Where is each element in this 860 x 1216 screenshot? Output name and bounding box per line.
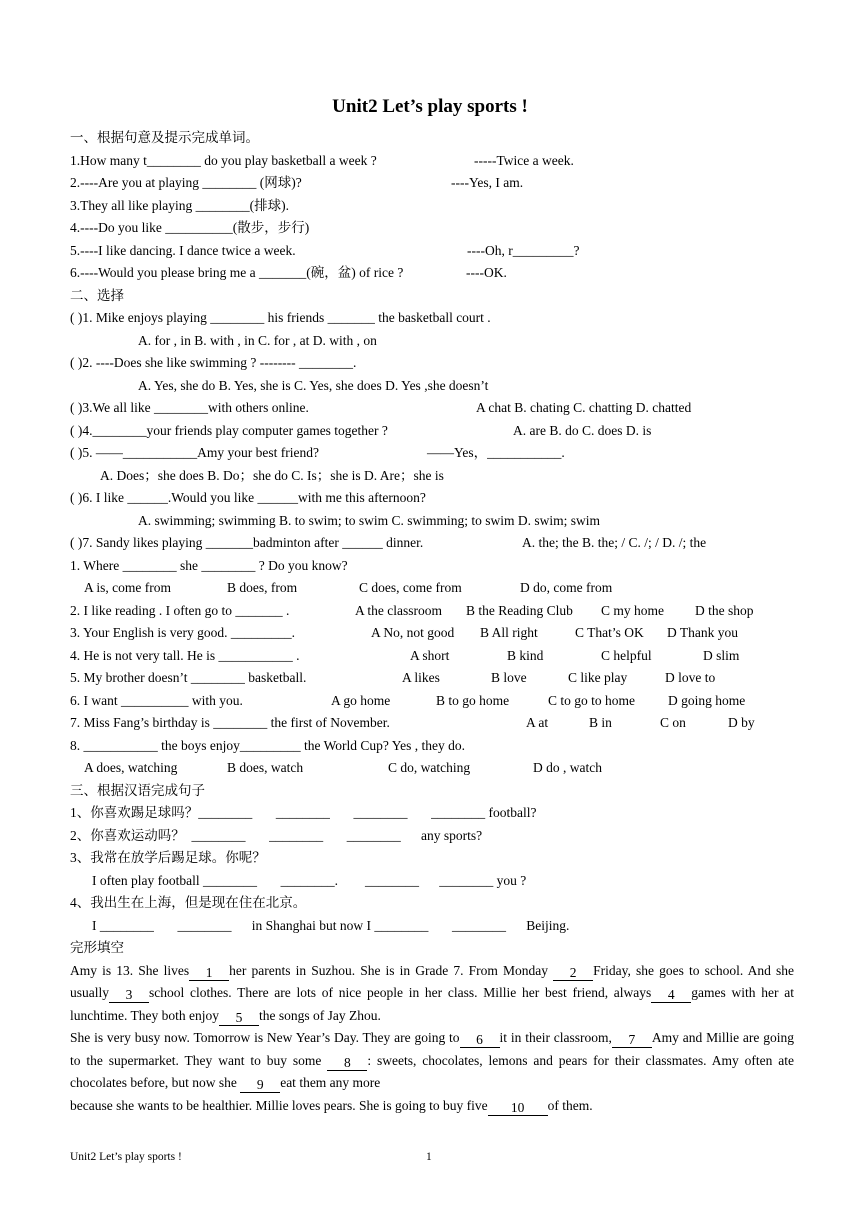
translate-answer: I often play football ________ ________. ________ ________ you ? (92, 872, 527, 888)
cloze-paragraph: because she wants to be healthier. Millie loves pears. She is going to buy five 10 of them. (70, 1097, 593, 1115)
choice-question: ( )3.We all like ________with others online. A chat B. chating C. chatting D. chatted (70, 400, 692, 415)
choice-question: ( )4.________your friends play computer games together ? A. are B. do C. does D. is (70, 422, 652, 438)
cloze-paragraph: Amy is 13. She lives 1 her parents in Suzhou. She is in Grade 7. From Monday 2 Friday, she goes to school. And she usually 3 school clothes. There are lots of nice people in her class. Millie her best friend, always 4 games with her at lunchtime. They both enjoy 5 the songs of Jay Zhou. (70, 962, 794, 1025)
page-title: Unit2 Let’s play sports ! (332, 96, 528, 117)
choice-question: ( )6. I like ______.Would you like ______with me this afternoon? (70, 490, 426, 505)
blank-5: 5 (219, 1010, 259, 1026)
worksheet-body (70, 127, 794, 1117)
blank-1: 1 (189, 965, 229, 981)
choice-question: 2. I like reading . I often go to _______ . A the classroom B the Reading Club C my home D the shop (70, 602, 754, 618)
blank-7: 7 (612, 1032, 652, 1048)
blank-4: 4 (651, 987, 691, 1003)
choice-question: 3. Your English is very good. _________. A No, not good B All right C That’s OK D Thank you (70, 625, 738, 640)
choice-question: 4. He is not very tall. He is ___________ . A short B kind C helpful D slim (70, 647, 740, 663)
choice-question: 7. Miss Fang’s birthday is ________ the first of November. A at B in C on D by (70, 715, 755, 730)
choice-options: A is, come from B does, from C does, come from D do, come from (84, 580, 613, 595)
choice-question: ( )5. ——___________Amy your best friend? ——Yes，___________. (70, 445, 565, 460)
footer-title: Unit2 Let’s play sports ! (70, 1151, 182, 1163)
translate-item: 4、我出生在上海，但是现在住在北京。 (70, 895, 307, 910)
fill-item: 6.----Would you please bring me a _______(碗，盆) of rice ? ----OK. (70, 265, 507, 280)
section-heading: 一、根据句意及提示完成单词。 (70, 130, 259, 145)
blank-6: 6 (460, 1032, 500, 1048)
choice-options: A. Does；she does B. Do；she do C. Is；she is D. Are；she is (100, 467, 444, 483)
fill-item: 2.----Are you at playing ________ (网球)? ----Yes, I am. (70, 175, 524, 190)
blank-10: 10 (488, 1100, 548, 1116)
choice-question: ( )2. ----Does she like swimming ? -------- ________. (70, 355, 357, 370)
fill-item: 5.----I like dancing. I dance twice a week. ----Oh, r_________? (70, 242, 580, 258)
choice-options: A. swimming; swimming B. to swim; to swim C. swimming; to swim D. swim; swim (138, 512, 601, 528)
section-heading: 三、根据汉语完成句子 (70, 782, 205, 798)
cloze-paragraph: She is very busy now. Tomorrow is New Year’s Day. They are going to 6 it in their classroom, 7 Amy and Millie are going to the supermarket. They want to buy some 8 : sweets, chocolates, lemons and pears for their classmates. Amy often ate chocolates before, but now she 9 eat them any more (70, 1030, 794, 1092)
choice-question: ( )1. Mike enjoys playing ________ his friends _______ the basketball court . (70, 310, 491, 325)
section-heading: 二、选择 (70, 287, 124, 303)
blank-8: 8 (327, 1055, 367, 1071)
section-heading: 完形填空 (70, 940, 124, 955)
fill-item: 1.How many t________ do you play basketball a week ? -----Twice a week. (70, 152, 574, 168)
translate-item: 1、你喜欢踢足球吗？________ ________ ________ ________ football? (70, 805, 537, 820)
choice-question: 1. Where ________ she ________ ? Do you know? (70, 557, 348, 573)
blank-9: 9 (240, 1077, 280, 1093)
choice-question: 6. I want __________ with you. A go home B to go home C to go to home D going home (70, 692, 746, 708)
choice-options: A does, watching B does, watch C do, watching D do , watch (84, 760, 602, 775)
fill-item: 4.----Do you like __________(散步，步行) (70, 220, 310, 235)
translate-item: 2、你喜欢运动吗？ ________ ________ ________ any sports? (70, 827, 483, 843)
blank-2: 2 (553, 965, 593, 981)
choice-question: 5. My brother doesn’t ________ basketball. A likes B love C like play D love to (70, 670, 716, 685)
translate-answer: I ________ ________ in Shanghai but now I ________ ________ Beijing. (92, 917, 570, 933)
choice-options: A. Yes, she do B. Yes, she is C. Yes, she does D. Yes ,she doesn’t (138, 377, 489, 393)
fill-item: 3.They all like playing ________(排球). (70, 197, 289, 213)
blank-3: 3 (109, 987, 149, 1003)
translate-item: 3、我常在放学后踢足球。你呢？ (70, 850, 266, 865)
page-number: 1 (426, 1151, 432, 1163)
choice-question: ( )7. Sandy likes playing _______badminton after ______ dinner. A. the; the B. the; / C. /; / D. /; the (70, 535, 707, 550)
choice-options: A. for , in B. with , in C. for , at D. with , on (138, 332, 377, 348)
choice-question: 8. ___________ the boys enjoy_________ the World Cup? Yes , they do. (70, 737, 466, 753)
